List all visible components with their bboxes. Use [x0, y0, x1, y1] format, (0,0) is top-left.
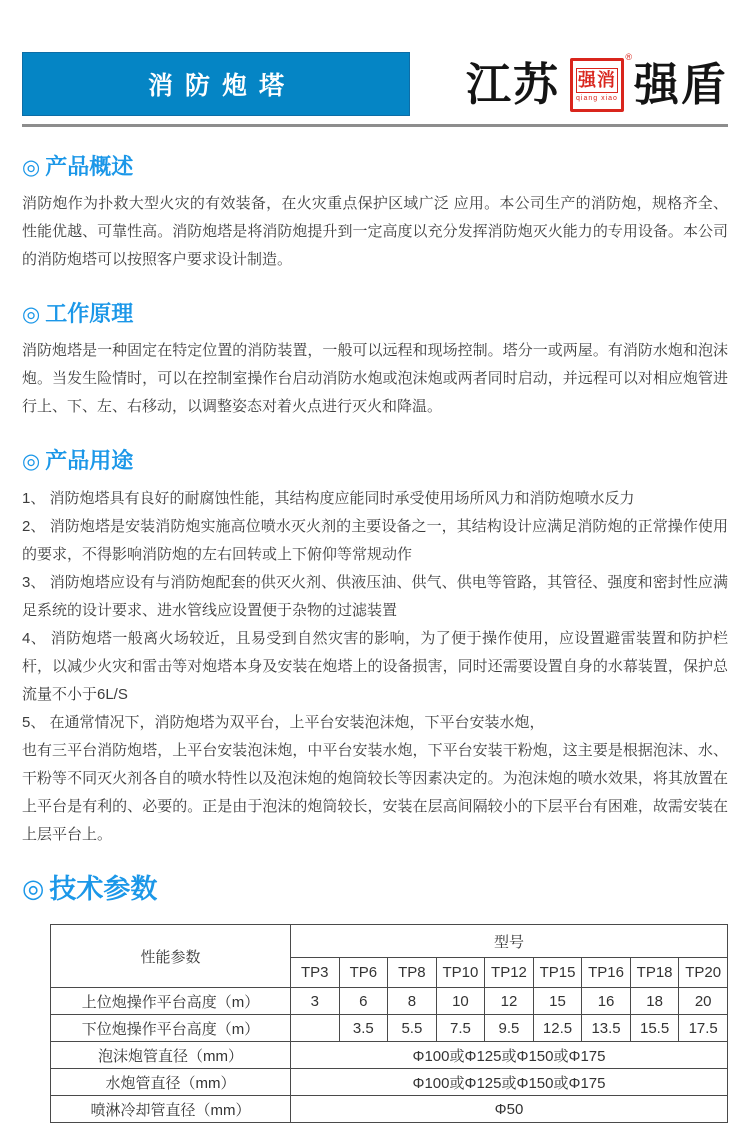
value-cell: 3: [291, 988, 340, 1015]
model-cell: TP20: [679, 958, 728, 988]
model-cell: TP6: [339, 958, 388, 988]
span-value-cell: Φ100或Φ125或Φ150或Φ175: [291, 1042, 728, 1069]
value-cell: [291, 1015, 340, 1042]
overview-paragraph: 消防炮作为扑救大型火灾的有效装备，在火灾重点保护区域广泛 应用。本公司生产的消防炮，规格齐全、性能优越、可靠性高。消防炮塔是将消防炮提升到一定高度以充分发挥消防炮灭火能力的专用设备。本公司的消防炮塔可以按照客户要求设计制造。: [22, 195, 728, 269]
usage-item-continuation: 也有三平台消防炮塔，上平台安装泡沫炮，中平台安装水炮，下平台安装干粉炮，这主要是根据泡沫、水、干粉等不同灭火剂各自的喷水特性以及泡沫炮的炮筒较长等因素决定的。为泡沫炮的喷水效果，将其放置在上平台是有利的、必要的。正是由于泡沫的炮筒较长，安装在层高间隔较小的下层平台有困难，故需安装在上层平台上。: [22, 741, 728, 843]
table-row: [51, 1015, 728, 1042]
model-cell: TP10: [436, 958, 485, 988]
registered-trademark-icon: ®: [625, 52, 632, 62]
usage-item: 2、 消防炮塔是安装消防炮实施高位喷水灭火剂的主要设备之一，其结构设计应满足消防炮的正常操作使用的要求，不得影响消防炮的左右回转或上下俯仰等常规动作: [22, 517, 728, 563]
section-heading-usage: [22, 449, 728, 473]
value-cell: 3.5: [339, 1015, 388, 1042]
section-heading-label: 技术参数: [49, 873, 158, 904]
usage-item: 3、 消防炮塔应设有与消防炮配套的供灭火剂、供液压油、供气、供电等管路，其管径、强度和密封性应满足系统的设计要求、进水管线应设置便于杂物的过滤装置: [22, 573, 728, 619]
value-cell: 12: [485, 988, 534, 1015]
corner-header-cell: 性能参数: [51, 925, 291, 988]
page-header: [0, 0, 750, 116]
table-row: [51, 988, 728, 1015]
value-cell: 15: [533, 988, 582, 1015]
value-cell: 17.5: [679, 1015, 728, 1042]
row-label-cell: 下位炮操作平台高度（m）: [51, 1015, 291, 1042]
principle-paragraph: 消防炮塔是一种固定在特定位置的消防装置，一般可以远程和现场控制。塔分一或两屋。有消防水炮和泡沫炮。当发生险情时，可以在控制室操作台启动消防水炮或泡沫炮或两者同时启动，并远程可以对相应炮管进行上、下、左、右移动，以调整姿态对着火点进行灭火和降温。: [22, 342, 728, 416]
model-cell: TP18: [630, 958, 679, 988]
section-heading-label: 工作原理: [45, 301, 134, 327]
span-value-cell: Φ50: [291, 1096, 728, 1123]
model-cell: TP15: [533, 958, 582, 988]
table-row: [51, 1069, 728, 1096]
model-cell: TP3: [291, 958, 340, 988]
value-cell: 6: [339, 988, 388, 1015]
document-body: [0, 155, 750, 1123]
table-row: [51, 1096, 728, 1123]
usage-item: 5、 在通常情况下，消防炮塔为双平台，上平台安装泡沫炮，下平台安装水炮，: [22, 713, 545, 731]
logo-text-prefix: 江苏: [465, 58, 560, 110]
section-heading-overview: [22, 155, 728, 179]
value-cell: 13.5: [582, 1015, 631, 1042]
seal-characters: 强消: [576, 68, 618, 93]
product-title: 消防炮塔: [147, 72, 296, 100]
value-cell: 12.5: [533, 1015, 582, 1042]
seal-pinyin: qiang xiao: [576, 94, 618, 102]
value-cell: 20: [679, 988, 728, 1015]
table-row: [51, 1042, 728, 1069]
model-group-header-cell: 型号: [291, 925, 728, 958]
row-label-cell: 泡沫炮管直径（mm）: [51, 1042, 291, 1069]
value-cell: 15.5: [630, 1015, 679, 1042]
logo-text-suffix: 强盾: [633, 58, 728, 110]
technical-parameters-table: [50, 924, 728, 1123]
usage-item: 1、 消防炮塔具有良好的耐腐蚀性能，其结构度应能同时承受使用场所风力和消防炮喷水反力: [22, 489, 635, 507]
value-cell: 5.5: [388, 1015, 437, 1042]
value-cell: 9.5: [485, 1015, 534, 1042]
header-divider: [22, 124, 728, 127]
model-cell: TP8: [388, 958, 437, 988]
model-cell: TP12: [485, 958, 534, 988]
section-heading-principle: [22, 302, 728, 326]
value-cell: 8: [388, 988, 437, 1015]
section-marker-icon: ◎: [22, 155, 41, 179]
model-cell: TP16: [582, 958, 631, 988]
span-value-cell: Φ100或Φ125或Φ150或Φ175: [291, 1069, 728, 1096]
row-label-cell: 上位炮操作平台高度（m）: [51, 988, 291, 1015]
row-label-cell: 喷淋冷却管直径（mm）: [51, 1096, 291, 1123]
row-label-cell: 水炮管直径（mm）: [51, 1069, 291, 1096]
section-heading-label: 产品概述: [45, 154, 134, 179]
section-marker-icon: ◎: [22, 449, 41, 473]
usage-item: 4、 消防炮塔一般离火场较近，且易受到自然灾害的影响，为了便于操作使用，应设置避雷装置和防护栏杆，以减少火灾和雷击等对炮塔本身及安装在炮塔上的设备损害，同时还需要设置自身的水幕装置，保护总流量不小于6L/S: [22, 629, 728, 703]
value-cell: 7.5: [436, 1015, 485, 1042]
value-cell: 16: [582, 988, 631, 1015]
section-heading-label: 产品用途: [45, 448, 134, 474]
brand-seal-icon: [570, 52, 632, 112]
section-heading-tech: [22, 875, 728, 905]
value-cell: 10: [436, 988, 485, 1015]
section-marker-icon: ◎: [22, 875, 45, 904]
company-logo: [465, 52, 728, 112]
value-cell: 18: [630, 988, 679, 1015]
product-title-banner: [22, 52, 410, 116]
table-header-row: [51, 925, 728, 958]
section-marker-icon: ◎: [22, 302, 41, 326]
